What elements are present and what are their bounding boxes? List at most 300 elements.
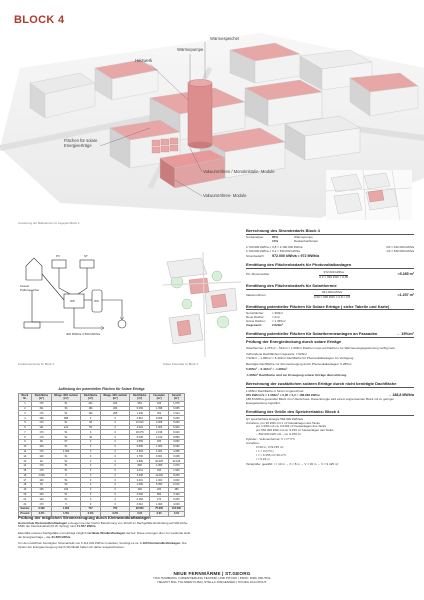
table-cell: 0 bbox=[80, 468, 100, 473]
calc-line: 7.529m² – 1.096m² = 6.432m² Dachfläche für Photovoltaikanlagen zur Verfügung bbox=[246, 356, 354, 361]
table-body bbox=[19, 401, 185, 516]
table-cell: 910 bbox=[150, 468, 168, 473]
table-cell: 93 bbox=[52, 406, 81, 411]
section-potential-areas bbox=[246, 304, 414, 328]
table-cell: 0 bbox=[101, 473, 130, 478]
calc-text: Deckenheizkörper bbox=[294, 239, 319, 244]
table-cell: 2.198 bbox=[150, 430, 168, 435]
table-cell: 28 bbox=[80, 420, 100, 425]
table-cell: 1.070 bbox=[168, 463, 184, 468]
table-cell: 434 bbox=[150, 401, 168, 406]
table-cell: 51 bbox=[52, 468, 81, 473]
table-cell: 22 bbox=[19, 502, 32, 507]
table-cell: 190 bbox=[52, 487, 81, 492]
table-cell: 0 bbox=[80, 444, 100, 449]
table-cell: 44.105 bbox=[168, 459, 184, 464]
table-cell: 0 bbox=[101, 502, 130, 507]
solar-potential-svg bbox=[163, 252, 241, 357]
table-cell: 0 bbox=[80, 502, 100, 507]
label-st: ST bbox=[84, 254, 88, 258]
result-value: → 188,8 MWh/a bbox=[387, 393, 414, 398]
calc-line: h=30 m, V=9.155 m³ bbox=[256, 444, 284, 449]
table-cell: 1.060 bbox=[150, 463, 168, 468]
table-cell: 0.04 bbox=[130, 511, 150, 516]
wind-p3-c: . Die Option der Energieerzeugung durch Windkraft haben wir daher ausgeschlossen. bbox=[18, 540, 187, 549]
table-cell: 0 bbox=[52, 473, 81, 478]
table-cell: 0 bbox=[80, 492, 100, 497]
table-cell: 40 bbox=[31, 459, 51, 464]
table-cell: 400 bbox=[130, 487, 150, 492]
table-cell: 0.2% bbox=[101, 511, 130, 516]
table-cell: 717 bbox=[80, 506, 100, 511]
footer-line-3: HELMUT BILL TOLSDER KUBA | STELLA JÜRGENSEN | HOUDA ZALGHOUT bbox=[157, 580, 267, 584]
table-cell: 9.008 bbox=[168, 454, 184, 459]
table-cell: 800 bbox=[150, 492, 168, 497]
table-cell: 0 bbox=[80, 459, 100, 464]
table-cell: 0 bbox=[80, 473, 100, 478]
page-title: BLOCK 4 bbox=[14, 14, 65, 26]
table-cell: 223 bbox=[101, 401, 130, 406]
fraction-numerator: 972.000 kWh/a bbox=[319, 271, 348, 276]
table-cell: 120 bbox=[31, 497, 51, 502]
table-cell: 664 bbox=[130, 401, 150, 406]
table-cell: 4.830 bbox=[168, 440, 184, 445]
table-cell: 40 bbox=[80, 435, 100, 440]
callout-waermepumpe: Wärmepumpe bbox=[177, 47, 204, 52]
solar-area-table bbox=[18, 387, 185, 517]
table-cell: 20 bbox=[19, 492, 32, 497]
label-ws: WS bbox=[94, 299, 99, 303]
table-cell: 51 bbox=[52, 444, 81, 449]
table-cell: 154.000 bbox=[168, 506, 184, 511]
section-heading: Ermittlung des Flächenbedarfs für Photovoltaikanlagen bbox=[246, 262, 414, 269]
table-cell: 4.024 bbox=[130, 425, 150, 430]
table-cell: 2.065 bbox=[150, 420, 168, 425]
table-cell: 2.4% bbox=[31, 511, 51, 516]
table-cell: 51 bbox=[52, 420, 81, 425]
site-plan-inset bbox=[326, 170, 412, 220]
table-cell: Prozent bbox=[20, 512, 30, 516]
table-cell: 16 bbox=[19, 473, 32, 478]
table-cell: 1.006 bbox=[130, 483, 150, 488]
table-cell: Summe bbox=[20, 507, 30, 511]
table-cell: 8.092 bbox=[168, 444, 184, 449]
table-cell: 0 bbox=[101, 487, 130, 492]
table-cell: 11.000 bbox=[150, 473, 168, 478]
table-cell: 0 bbox=[101, 478, 130, 483]
calc-line: 1.086m² Dachfläche in Strom umgerechnet: bbox=[246, 388, 305, 393]
wind-p3-a: Um den restlichen benötigten Stromanteils von 6.114.034 kWh/a zu decken, benötigt es ca. bbox=[18, 540, 141, 545]
table-cell: 6 bbox=[19, 425, 32, 430]
table-cell: 170 bbox=[31, 463, 51, 468]
section-zusaetzliche-ertraege bbox=[246, 381, 414, 405]
section-strombedarf bbox=[246, 228, 414, 259]
wind-paragraph-3 bbox=[18, 542, 193, 550]
table-cell: 8.050 bbox=[168, 473, 184, 478]
table-header-cell: Dachfläche [m²] bbox=[31, 394, 51, 402]
calc-line: Zylinder - Volumenformel: V = r²*π*h bbox=[246, 437, 295, 442]
calc-line: Benötigte Dachfläche zur Stromerzeugung durch Photovoltaikanlagen: 5.285m² bbox=[246, 362, 352, 367]
table-cell: 0 bbox=[80, 463, 100, 468]
table-cell: 0 bbox=[80, 440, 100, 445]
calc-line: Solarthermie: 1.257m² – 534m² = 1.096m² Flächen muss auf Dächern zur Wärmeenergiegewinnung verfügt sein. bbox=[246, 345, 396, 350]
table-cell: 0.03 bbox=[150, 511, 168, 516]
table-cell: 3.000 bbox=[168, 478, 184, 483]
table-cell: 170 bbox=[31, 435, 51, 440]
wind-p2-a: Ebenfalls unseres Dachgefälle und einträgt möglich bbox=[18, 530, 88, 535]
calc-label: Grüne Dächer: bbox=[246, 318, 266, 323]
function-diagram-svg bbox=[18, 250, 154, 360]
table-cell: 10 bbox=[19, 444, 32, 449]
table-cell: 4.086 bbox=[168, 449, 184, 454]
data-table bbox=[18, 393, 185, 517]
label-pv: PV bbox=[56, 254, 61, 258]
section-speichertank bbox=[246, 409, 414, 466]
table-cell: 800 bbox=[130, 463, 150, 468]
calc-line: pro 562.000 kWh mit ca. 9.159 m³ hausanlagen des Tanks bbox=[256, 428, 334, 433]
table-cell: 131 bbox=[31, 425, 51, 430]
table-header-cell: Block Nr. bbox=[19, 394, 32, 402]
table-cell: 0 bbox=[101, 483, 130, 488]
calc-label: PV- Monomodule: bbox=[246, 272, 270, 277]
table-cell: 752 bbox=[101, 506, 130, 511]
section-heading: Ermittlung potentieller Flächen für Solarthermieanlagen an Fassaden bbox=[246, 330, 378, 336]
table-cell: 4.030 bbox=[168, 502, 184, 507]
table-header-cell: Wrapp. 30% nutzbar [m²] bbox=[101, 394, 130, 402]
table-cell: 170 bbox=[31, 449, 51, 454]
calc-label: Strombedarf= bbox=[246, 253, 265, 258]
table-header-row bbox=[19, 394, 185, 402]
section-heading-row bbox=[246, 331, 414, 338]
calc-line: Q= speicherbare Energie 562.000 kWh/a/a bbox=[246, 416, 303, 421]
section-heading: Ermittlung des Flächenbedarfs für Solarthermie bbox=[246, 283, 414, 290]
calc-value: ≈ 390m² bbox=[272, 310, 283, 315]
wind-p2-c: derzeit. Diese erzeugen über zur Laufende Höfe der Energieerträge bbox=[18, 530, 191, 539]
calculation-column bbox=[246, 228, 414, 470]
table-header-cell: Gesamt [m²] bbox=[168, 394, 184, 402]
calc-label: Vakuumröhren: bbox=[246, 292, 267, 297]
table-cell: 4.516 bbox=[130, 416, 150, 421]
calc-line: -1.086m² Dachfläche sind zur Erzeugung solarer Erträge überschüssig. bbox=[246, 372, 348, 377]
table-cell: 6.160 bbox=[130, 497, 150, 502]
table-cell: 0 bbox=[101, 430, 130, 435]
table-cell: 221 bbox=[80, 401, 100, 406]
wind-paragraph-1 bbox=[18, 522, 193, 530]
table-cell: 6.009 bbox=[130, 406, 150, 411]
table-cell: 17 bbox=[19, 478, 32, 483]
table-cell: 2.001 bbox=[130, 478, 150, 483]
wind-p3-b: 1.190 Kleinwindkraftanlagen bbox=[140, 540, 181, 545]
table-cell: 0 bbox=[101, 440, 130, 445]
table-cell: 170 bbox=[31, 420, 51, 425]
calc-label: Neue Dächer: bbox=[246, 314, 265, 319]
table-cell: 13.010 bbox=[130, 420, 150, 425]
table-cell: 1.900 bbox=[168, 468, 184, 473]
table-caption: Auflistung der potentiellen Flächen für Solare Erträge bbox=[58, 387, 145, 391]
calc-value: 85% bbox=[272, 235, 279, 240]
table-cell: 3.008 bbox=[130, 473, 150, 478]
table-cell: 1.076 bbox=[168, 401, 184, 406]
table-cell: 5.060 bbox=[168, 416, 184, 421]
table-cell: 9.506 bbox=[130, 444, 150, 449]
table-cell: 400 bbox=[150, 440, 168, 445]
table-cell: 0 bbox=[80, 416, 100, 421]
table-cell: 9.008 bbox=[150, 416, 168, 421]
table-cell: 302 bbox=[150, 411, 168, 416]
table-cell: 265 bbox=[101, 411, 130, 416]
table-cell: 1.614 bbox=[168, 411, 184, 416]
table-cell: 1.001 bbox=[150, 449, 168, 454]
table-cell: 1.6% bbox=[52, 511, 81, 516]
calc-text: Wärmepumpe bbox=[294, 235, 313, 240]
calc-value: 2.029m² bbox=[272, 322, 284, 327]
table-cell: 51 bbox=[52, 463, 81, 468]
section-fassaden bbox=[246, 331, 414, 378]
callout-waermespeicher: Wärmespeicher bbox=[210, 36, 240, 41]
table-cell: 130 bbox=[31, 492, 51, 497]
table-cell: 4.509 bbox=[130, 440, 150, 445]
table-cell: 0 bbox=[80, 487, 100, 492]
wind-p1-c: 71.557 kWh/a bbox=[76, 524, 96, 529]
callout-vakuumroehren: Vakuumröhren- Module bbox=[203, 193, 247, 198]
table-cell: 18 bbox=[19, 483, 32, 488]
table-cell: 9.001 bbox=[150, 454, 168, 459]
table-cell: 170 bbox=[150, 497, 168, 502]
result-value: 972.000 kWh/a ≈ 972 MWh/a bbox=[272, 253, 320, 258]
table-cell: 40.025 bbox=[150, 459, 168, 464]
fraction-denominator: 0,2 × 990 kWh × 0,95 bbox=[319, 274, 349, 279]
table-cell: 1.098 bbox=[150, 406, 168, 411]
table-cell: 1.700 bbox=[130, 454, 150, 459]
table-cell: 19 bbox=[19, 487, 32, 492]
wind-p2-d: ~ ca. 31.680 kWh/a bbox=[43, 534, 71, 539]
table-header-cell: Dachfläche [m²] bbox=[130, 394, 150, 402]
section-heading: Ermittlung potentieller Flächen für Solare Erträge ( siehe Tabelle und Karte) bbox=[246, 304, 414, 311]
calc-line: Vorhandene Dachflächen insgesamt: 7.529m² bbox=[246, 351, 307, 356]
calc-line: Annahme: pro 90 kWh mit 1 m³ hausanlagen des Tanks bbox=[246, 420, 320, 425]
calc-line: r = √ V/( h*π) bbox=[256, 448, 274, 453]
calc-line: pro 1 kWh mit ca. 0,0163 m³ hausanlagen des Tanks bbox=[256, 424, 326, 429]
table-cell: 0 bbox=[101, 444, 130, 449]
calc-line: Annahme: bbox=[246, 441, 260, 446]
table-cell: 0 bbox=[101, 416, 130, 421]
table-cell: 1.136 bbox=[130, 411, 150, 416]
table-cell: 2.304 bbox=[130, 449, 150, 454]
table-cell: 988 bbox=[52, 416, 81, 421]
table-cell: 21 bbox=[19, 497, 32, 502]
table-cell: 0 bbox=[80, 478, 100, 483]
table-cell: 1.009 bbox=[31, 473, 51, 478]
table-cell: 0 bbox=[101, 459, 130, 464]
table-cell: 75.000 bbox=[150, 506, 168, 511]
fraction bbox=[314, 291, 350, 300]
calc-line: 950 kWh/m²a × 1.086m² × 0,95 × 0,2 = 188.883 kWh/a bbox=[246, 393, 320, 398]
table-cell: 1.000 bbox=[150, 478, 168, 483]
calc-line: r = 9,22 m bbox=[256, 456, 270, 461]
table-cell: 170 bbox=[31, 430, 51, 435]
city-caption: Umsetzung der Maßnahmen im Lageplan Block 4 bbox=[18, 221, 80, 225]
solar-potential-map bbox=[163, 252, 241, 357]
callout-flaechen-solar-2: Energieerträge bbox=[64, 143, 92, 148]
table-cell: 1.003 bbox=[150, 444, 168, 449]
table-cell: 8.010 bbox=[168, 483, 184, 488]
wind-heading: Prüfung der möglichen Stromerzeugung durch Kleinwindkraftanlagen bbox=[18, 515, 151, 520]
section-solarthermie bbox=[246, 283, 414, 300]
table-cell: 1.000 bbox=[52, 449, 81, 454]
result-value: ≈5.285 m² bbox=[397, 272, 414, 277]
table-cell: 0.2% bbox=[80, 511, 100, 516]
table-cell: 18.076 bbox=[130, 430, 150, 435]
table-cell: 3.109 bbox=[31, 506, 51, 511]
table-cell: 6.000 bbox=[168, 497, 184, 502]
fraction-numerator: 391.000 kWh/a bbox=[314, 291, 350, 296]
table-cell: 191 bbox=[80, 411, 100, 416]
table-cell: 13 bbox=[19, 459, 32, 464]
table-cell: 5 bbox=[52, 502, 81, 507]
calc-value: ≈ 0m² bbox=[272, 314, 280, 319]
table-cell: 480 bbox=[168, 487, 184, 492]
table-cell: 6.050 bbox=[150, 483, 168, 488]
heat-storage-tank bbox=[188, 80, 212, 149]
table-cell: 40 bbox=[31, 483, 51, 488]
footer-line-2: HCU HAMBURG | ORIENTIERUNG TECHNIK UND PHYSIK | PROF. DIRK KRUTKE bbox=[153, 576, 271, 580]
calc-value: 15% bbox=[272, 239, 279, 244]
calc-line: ~ 562.000 kWh mit ~ ca. 9.155 m³ bbox=[256, 432, 302, 437]
wind-p1-a: Horizontale Kleinwindkraftanlagen bbox=[18, 520, 68, 525]
table-cell: 3.000 bbox=[130, 492, 150, 497]
table-cell: 0 bbox=[101, 463, 130, 468]
table-cell: 3.100 bbox=[168, 492, 184, 497]
table-cell: 8.880 bbox=[168, 435, 184, 440]
fraction bbox=[319, 271, 348, 280]
calc-value: ≈ 1.465m² bbox=[272, 318, 286, 323]
footer-title: NEUE FERNWÄRME | ST.GEORG bbox=[173, 571, 251, 576]
table-cell: 0 bbox=[80, 497, 100, 502]
wind-analysis bbox=[18, 515, 193, 552]
table-cell: 170 bbox=[31, 468, 51, 473]
table-cell: 100 bbox=[31, 478, 51, 483]
table-cell: 51 bbox=[52, 459, 81, 464]
table-cell: 0 bbox=[101, 435, 130, 440]
table-cell: 1.011 bbox=[130, 468, 150, 473]
table-cell: 8 bbox=[19, 435, 32, 440]
table-cell: 1.900 bbox=[150, 425, 168, 430]
calc-line: 5.285m² – 6.432m² = -1.086m² bbox=[246, 366, 288, 371]
table-cell: 1 bbox=[19, 401, 32, 406]
table-cell: 0 bbox=[101, 425, 130, 430]
table-cell: 0 bbox=[101, 468, 130, 473]
footer bbox=[0, 571, 424, 584]
table-cell: 0 bbox=[101, 454, 130, 459]
calc-label: Grobanalyse: bbox=[246, 235, 264, 240]
table-cell: 5.900 bbox=[168, 425, 184, 430]
table-cell: 170 bbox=[31, 411, 51, 416]
table-cell: 51 bbox=[52, 478, 81, 483]
table-header-cell: Fassaden [m²] bbox=[150, 394, 168, 402]
calc-label: Nord-Dächer: bbox=[246, 310, 265, 315]
fraction-denominator: 0,33 × 990 kWh × 0,8 × 0,8 bbox=[313, 295, 351, 300]
table-cell: 9.038 bbox=[130, 435, 150, 440]
section-heading: Berechnung der zusätzlichen solaren Erträge durch nicht benötigte Dachfläche bbox=[246, 381, 414, 388]
table-cell: 311 bbox=[31, 406, 51, 411]
table-cell: 0 bbox=[80, 454, 100, 459]
calc-line: 2.700.000 kWh/a × 0,8 = 2.160.000 kWh/a bbox=[246, 245, 303, 250]
calc-line: 1/3 = 540.000 kWh/a bbox=[386, 249, 414, 254]
label-wp: WP bbox=[70, 299, 75, 303]
calc-line: 188,8 MWh/a genereller Block 4 im Überschuss. Diese Energie wird einem angrenzenden Block mit zu geringer Energieleistung zugeführt. bbox=[246, 397, 395, 405]
calc-line: r = √ 9.155 m³/ 30 m*π bbox=[256, 452, 287, 457]
table-cell: 2.806 bbox=[130, 459, 150, 464]
table-cell: 56 bbox=[80, 425, 100, 430]
calc-line: Tankgröße: gewählt: r = 10 m → h = 8 m → V = 30 m → V = 9.425 m³ bbox=[246, 461, 339, 466]
table-cell: 3 bbox=[19, 411, 32, 416]
table-cell: 14 bbox=[19, 463, 32, 468]
section-heading: Ermittlung der Größe des Speichertanks: Block 4 bbox=[246, 409, 414, 416]
table-cell: 9.040 bbox=[168, 430, 184, 435]
table-cell: 0 bbox=[101, 420, 130, 425]
label-left1: Kessel bbox=[20, 284, 30, 288]
table-cell: 0 bbox=[101, 497, 130, 502]
table-cell: 140 bbox=[31, 454, 51, 459]
table-header-cell: Dachfläche [m²] bbox=[80, 394, 100, 402]
table-header-cell: Wrapp. 30% nutzbar [m²] bbox=[52, 394, 81, 402]
table-cell: 0 bbox=[101, 449, 130, 454]
table-cell: 51 bbox=[52, 435, 81, 440]
table-cell: 0.04 bbox=[168, 511, 184, 516]
callout-heizwerk: Heizwerk bbox=[135, 58, 153, 63]
wind-p1-b: erzeugen bei der hierfür Berechnung von 19 kW im Dachgefälle Einbindung auf 300 Höhe MWh der Kleinwindkraft (Kl.W. Spring) rund bbox=[18, 520, 188, 529]
table-cell: 264 bbox=[101, 406, 130, 411]
table-cell: 4 bbox=[19, 416, 32, 421]
calc-line: 2/3 = 432.000 kWh/a bbox=[386, 245, 414, 250]
table-cell: 1.000 bbox=[150, 502, 168, 507]
table-cell: 51 bbox=[52, 492, 81, 497]
table-cell: 93.000 bbox=[130, 506, 150, 511]
table-cell: 51 bbox=[52, 430, 81, 435]
wind-p2-b: vertikale Windkraftanlagen bbox=[87, 530, 126, 535]
section-subheading: Prüfung der Energiedeckung durch solare Erträge bbox=[246, 339, 342, 345]
diagram-caption-left: Funktionsschema für Block 4 bbox=[18, 362, 54, 366]
table-cell: 61 bbox=[52, 454, 81, 459]
diagram-caption-right: Solare Potentiale im Block 4 bbox=[163, 362, 198, 366]
table-cell: 169 bbox=[31, 416, 51, 421]
wind-paragraph-2 bbox=[18, 532, 193, 540]
result-value: ≈1.257 m² bbox=[397, 292, 414, 297]
table-cell: 1.600 bbox=[52, 506, 81, 511]
table-cell: 200 bbox=[150, 487, 168, 492]
table-cell: 11 bbox=[19, 449, 32, 454]
callout-vakuumroehren-mono: Vakuumröhren / Monokristalin- Module bbox=[203, 169, 275, 174]
table-cell: 0 bbox=[80, 430, 100, 435]
table-cell: 51 bbox=[52, 401, 81, 406]
table-cell: 9.009 bbox=[168, 420, 184, 425]
label-energy: 400 MWh/a 3.500 MWh/a bbox=[66, 332, 101, 336]
table-cell: 0 bbox=[101, 492, 130, 497]
table-cell: 51 bbox=[52, 497, 81, 502]
table-cell: 0 bbox=[80, 483, 100, 488]
section-pv-area bbox=[246, 262, 414, 279]
section-heading: Berechnung des Strombedarfs Block 4 bbox=[246, 228, 414, 235]
section-heading-result: → 15%m² bbox=[395, 330, 414, 336]
table-cell: 57 bbox=[52, 440, 81, 445]
table-cell: 7 bbox=[19, 430, 32, 435]
table-cell: 170 bbox=[31, 401, 51, 406]
table-cell: 15 bbox=[19, 468, 32, 473]
table-cell: 3.010 bbox=[130, 502, 150, 507]
table-cell: 9 bbox=[19, 440, 32, 445]
table-cell: 2 bbox=[19, 406, 32, 411]
calc-label: Insgesamt: bbox=[246, 322, 262, 327]
